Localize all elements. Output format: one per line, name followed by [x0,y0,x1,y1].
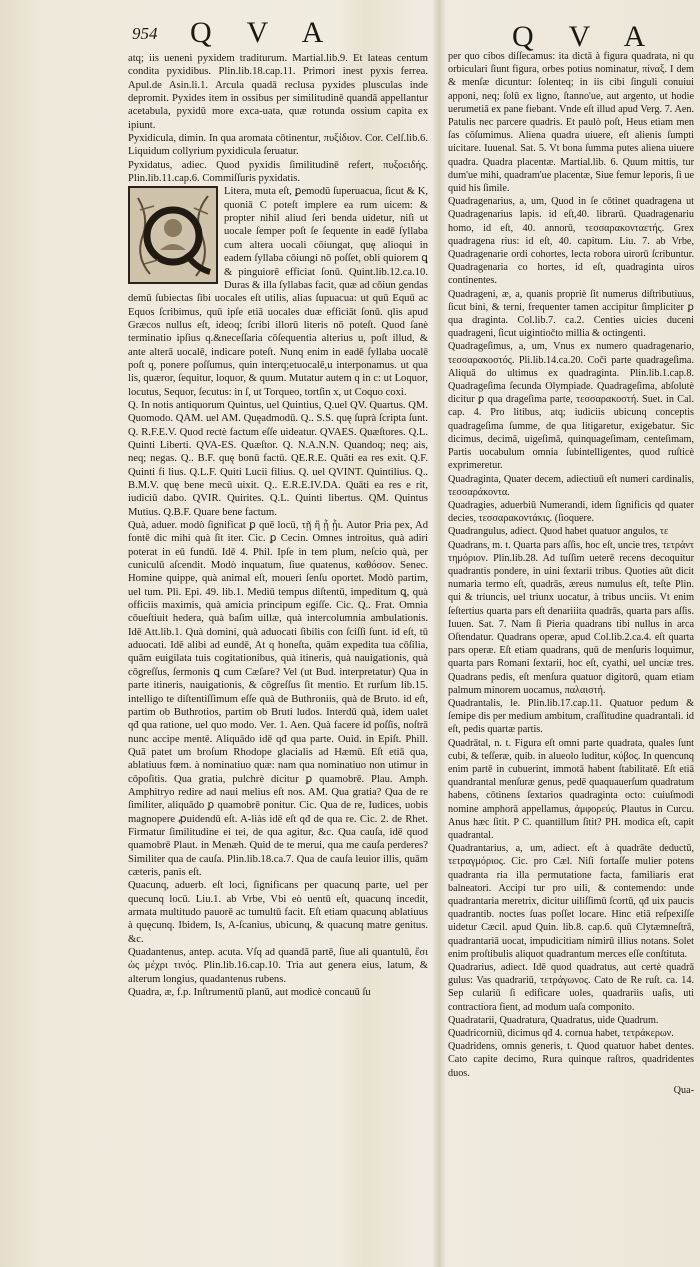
dictionary-entry: atq; iis ueneni pyxidem traditurum. Martial.lib.9. Et lateas centum condita pyxidibus. Plin.lib.18.cap.11. Primori inest pyxis ferrea. Apul.de Asin.li.1. Arcula quadā reclusa pyxides plusculas inde depromit. Pyxides item in ossibus per similitudinē quandā appellantur acetabula, pyxidū more exca-uata, quæ rotunda ossium capita ex ipiunt. [128,53,428,131]
dictionary-entry: Quadra, æ, f.p. Inſtrumentū planū, aut modicè concauū ſu [128,987,371,999]
dictionary-entry: Quadragenarius, a, um, Quod in ſe cōtinet quadragena ut Quadragenarius lapis. id eſt,40. librarū. Quadragenariu homo, id eſt, 40. annorū, τεσσαρακονταετής. Grex quadragena rius: id eſt, 40. capitum. Liu. 7. ab Vrbe, Quadragenarie ordi cohortes, lecta robora uirorū ſcribuntur. Quadragenaria co hortes, id eſt, quadraginta uiros continentes. [448,196,694,287]
dictionary-entry: Quadrageni, æ, a, quanis propriè ſit numerus diſtributiuus, ſicut bini, & terni, frequenter tamen accipitur ſimpliciter ꝑ qua draginta. Col.lib.7. ca.2. Centies uicies duceni quadrageni, ſicut uigintiočto millia & octingenti. [448,288,694,340]
running-head-left: Q V A [190,16,338,49]
dictionary-entry: Quà, aduer. modò ſignificat ꝑ quē locū, τῇ ἢ ᾗ ᾗι. Autor Pria pex, Ad fontē dic mihi quà ſit iter. Cic. ꝑ Cecin. Omnes introitus, quà adiri poterat in eū fundū. Idē 4. Phil. Ipſe in tem plum, neſcio quà, per cuniculū aſcendit. Modò inquatum, ſiue quatenus, καθόσον. Senec. Homine quippe, quà animal eſt, moueri ſenſu oportet. Modò partim, uel tum. Pli. Epi. 49. lib.1. Mediū tempus diſtentū, impeditum ꝗ, quà officiis maximis, quà amicia principum egiſſe. Cic. Q.. Frat. Omnia cōueſtiuit hedera, quà baſim uillæ, quà intercolumnia ambulationis. Idē Att.lib.1. Quà domini, quà aduocati ſibilis con ſciſſi ſunt. id eſt, tū aduocati. Idē alibi ad eundē, At q honeſta, quām expedita tua cōſilia, quām euigilata tuis cogitationibus, quà itineris, quà nauigationis, quà cōgreſſus, ſermonis ꝗ cum Cæſare? Vel (ut Bud. interpretatur) Qua in parte itineris, nauigationis, & cōgreſſus ſit mentio. Et rurſum lib.15. intelligo te diſtentiſſimum eſſe quà de Buthroniis, quà de Bruto. id eſt, partim ob Buthrotios, partim ob Bruti ludos. Interdū quà, idem ualet qđ qua ratione, uel quo modo. Ver. 1. Aen. Quà facere id poſſis, noſtrā nunc accipe mentē. Aliquādo idē qđ qua parte. Ouid. in Epiſt. Phill. Quā patet um broſum Rhodope glacialis ad Hæmū. Eſt etiā qua, ablatiuus fœm. à nominatiuo quæ: nam qua nominatiuo non utimur in cōpoſitis. Qua gratia, pulchrè dicitur ꝑ quamobrē. Plau. Amph. Amphitryo redire ad naui melius eſt nos. AM. Qua gratia? Qua de re ſimiliter, aliquādo ꝑ quamobrē ponitur. Cic. Qua de re, Iudices, uobis magnopere ꝓuidendū eſt. A-liàs idē eſt qđ de qua re. Cic. 2. de Rhet. Firmatur ſimilitudine ei tei, de qua agitur, &c. Qua cauſa, idē quod quamobrē Plaut. in Menæh. Quid de te merui, qua me cauſa perderes? Similiter qua de cauſa. Plin.lib.18.ca.7. Qua de cauſa leuior illis, quām cæteris, panis eſt. [128,520,428,878]
dictionary-entry: Litera, muta eſt, ꝑemodū ſuperuacua, ſicut & K, quoniā C poteſt implere ea rum uicem: & propter nihil aliud ſeri benda uidetur, niſi ut uocale ſemper poſt ſe ſequente in eadē ſyllaba cum altera uocali cōiungat, quę alioqui in eadem ſyllaba cōiungi nō poſſet, obli quiorem ꝗ & pinguiorē efficiat ſonū. Quint.lib.12.ca.10. Duras & illa ſyllabas facit, quæ ad cōiun gendas demū ſubiectas ſibi uocales eſt utilis, alias ſupuacua: ut quū Equū ac Equos ſcribimus, quū ipſe etiā uocales duæ efficiāt ſonū. qlis apud Græcos nullus eſt, ideoq; ſcribi illorū literis nō poteſt. Quod ſanè terminatio ipſius q.&neceſſaria cōſequentia alterius u, poſt illud, & ante alterā uocalē, indicare poteſt. Nunq enim in eadē ſyllaba uocalē poſt q, ponere poſſumus, quin interq;etuocalē,u interponamus. ut qua lis, quæror, ſequitur, loquor, & quum. Mutatur autem q in c: ut Loquor, locutus, Sequor, ſecutus: in ſ, ut Torqueo, tortſin x, ut Coquo coxi. [128,186,428,398]
dictionary-entry: Quadrantarius, a, um, adiect. eſt à quadrāte deductū, τετραγμόριος. Cic. pro Cæl. Niſi fortaſſe mulier potens quadranta ria illa permutatione facta, familiaris erat balneatori. Accipi tur pro uili, & contemendo: unde quadrantaria meretrix, dicitur uiliſſimū ſcortū, qđ uix paucis quadrantib. noctes ſuas poſſet locare. Hinc etiā reſpexiſſe uidetur Cæcil. apud Quin. lib.8. cap.6. quū Clytæmneſtrā, quadrantariā uocat, impudicitiam nimirū illius notans. Solet enim proſtibulis aliquot quadrantum merces eſſe conſtituta. [448,843,694,960]
dictionary-entry: Quadragies, aduerbiū Numerandi, idem ſignificis qd quater decies, τεσσαρακοντάκις. (ſioquere. [448,499,694,525]
page-gutter [432,0,446,1267]
dictionary-entry: Quadratarii, Quadratura, Quadratus, uide Quadrum. [448,1014,659,1026]
left-column [128,52,428,999]
dictionary-entry: Quadraginta, Quater decem, adiectiuū eſt numeri cardinalis, τεσσαράκοντα. [448,473,694,498]
dictionary-entry: Pyxidatus, adiec. Quod pyxidis ſimilitudinē refert, πυξοειδής. Plin.lib.11.cap.6. Commiſſuris pyxidatis. [128,159,428,185]
dictionary-entry: Quadrantalis, le. Plin.lib.17.cap.11. Quatuor pedum & ſemipe dis per medium ambitum, craſſitudine quadrantali. id eſt, pedis quartæ partis. [448,697,694,736]
dictionary-entry: Quadricorniū, dicimus qđ 4. cornua habet, τετράκερων. [448,1028,674,1040]
running-head-right: Q V A [512,20,660,53]
right-column [448,50,694,1097]
dictionary-entry: Quadrarius, adiect. Idē quod quadratus, aut certè quadrā gulus: Vas quadrariū, τετράγωνος. Cato de Re ruſt. ca. 14. Sep culariū ſi edificare uoles, quadrariis uaſis, uti contractiora fient, ad modum uaſa componito. [448,962,694,1013]
page-number: 954 [132,24,158,43]
dictionary-entry: Quadridens, omnis generis, t. Quod quatuor habet dentes. Cato capite decimo, Rura quinque raſtros, quadridentes duos. [448,1041,694,1079]
dictionary-entry: Quacunq, aduerb. eſt loci, ſignificans per quacunq parte, uel per quecunq locū. Liu.1. ab Vrbe, Vbi eò uentū eſt, quacunq incedit, armata multitudo pauorē ac tumultū facit. Eſt etiam quacunq ablatiuus à quęcunq. Ibidem, Is, A-ſcanius, ubicunq, & quacunq matre genitus. &c. [128,880,428,945]
dictionary-entry: Pyxidicula, dimin. In qua aromata cōtinentur, πυξίδιον. Cor. Celſ.lib.6. Liquidum collyrium pyxidicula ſeruatur. [128,133,428,158]
dictionary-entry: Quadrans, m. t. Quarta pars aſſis, hoc eſt, uncie tres, τετράντ τημόριον. Plin.lib.28. Ad tuſſim ueterē recens decoquitur quadrantis pondere, in uini ſextarii tribus. Quoties aūt dicit numaria termo eſt, quadrās, æreus numulus eſt, teſte Plin. qui & triuncis, uel triunx uocatur, à tribus unciis. Vt enim ſeſtertius quarta pars eſt denariiita quadrās, quarta pars aſſis. Iuuen. Sat. 7. Nam ſi Pieria quadrans tibi nullus in arca Oſtendatur. Quadrans operæ, apud Col.lib.2.ca.4. eſt quarta pars operæ. Eſt etiam quadrans, quū de menſuris loquimur, quarta pars Romani ſextarii, hoc eſt, cyathi, uel unciæ tres. Quadrans pedis, eſt menſura quatuor digitorū, quam etiam palmum minorem uocamus, παλαιστή. [448,539,694,696]
dictionary-entry: Q. In notis antiquorum Quintus, uel Quintius, Q.uel QV. Quartus. QM. Quomodo. QAM. uel AM. Quęadmodū. Q.. S.S. quę ſuprà ſcripta ſunt. Q. R.F.E.V. Quod rectè factum eſſe uideatur. QVAES. Quæſtores. Q.L. Quinti Liberti. QVA-ES. Quæſtor. Q. N.A.N.N. Quandoq; neq; ais, neq; negas. Q.. B.F. quę bonū factū. QE.R.E. Quāti ea res exit. Q.F. Quinti fi lius. Q.L.F. Quiti Lucii filius. Q. uel QVINT. Quintilius. Q.. B.M.V. quę bene mecū uixit. Q.. E.R.E.IV.DA. Quāti ea res e rit, iudiciū dabo. QVIR. Quirites. Q.L. Quinti libertus. QM. Quintus Mutius. Q.B.F. Quare bene factum. [128,399,428,518]
dictionary-entry: Quadrageſimus, a, um, Vnus ex numero quadragenario, τεσσαρακοστός. Pli.lib.14.ca.20. Coči parte quadrageſima. Aliquā do ultimus ex quadraginta. Plin.lib.1.cap.8. Quadrageſima ſecunda Olympiade. Quadrageſima, abſolutè dicitur ꝑ qua drageſima parte, τεσσαρακοστή. Suet. in Cal. cap. 4. Pro litibus, atq; iudiciis ubicunq conceptis quadrageſima ſumme, de qua litigaretur, exigebatur. Sic dicimus, decimā, uigeſimā, quinquageſimam, centeſimam, Partis uocabulum omnia ſubintelligentes, quod ruſticè exprimeretur. [448,341,694,472]
dictionary-entry: Quadantenus, antep. acuta. Vſq ad quandā partē, ſiue ali quantulū, ἔσι ὡς μέχρι τινός. Plin.lib.16.cap.10. Tria aut genera eius, latum, & alterum longius, quadantenus rubens. [128,947,428,985]
dictionary-entry: per quo cibos diſſecamus: ita dictā à figura quadrata, ni qu orbiculari ſiunt figura, orbes potius nominatur, πίναξ. I dem & menſæ dicuntur: ſolenteq; in iis cibi ſinguli conuiui apponi, neq; ſolū ex ligno, ſtanno'ue, aut argento, ut hodie uerumetiā ex pane fiebant. Vnde eſt illud apud Verg. 7. Aen. Patulis nec parcere quadris. Et paulò poſt, Heus etiam men ſas cōſumimus. Aliena quadra uiuere, eſt alienis ſumpti uicitare. Iuuenal. Sat. 5. Vt bona ſumma putes aliena uiuere quadra. Quadra placentæ. Martial.lib. 6. Quum mittis, tur dum'ue mihi, quadram'ue placentæ, Siue femur leporis, ſi ue quid his ſimile. [448,51,694,195]
decorated-initial-Q-icon [128,186,218,284]
dictionary-entry: Quadrātal, n. t. Figura eſt omni parte quadrata, quales ſunt cubi, & teſſeræ, quib. in alueolo luditur, κύβος. In quencunq enim partē in cubuerint, immotā habent ſtabilitatē. Eſt etiā quandrantal menſuræ genus, pedē quaquauerſum quadratum habens, cōtinens ſextarios quadraginta octo: cuiuſmodi nomine amphorā appellamus, ἀμφορεύς. Plautus in Curcu. Anus hæc ſitit. P C. quantillum ſitit? PH. modica eſt, capit quadrantal. [448,737,694,841]
catchword: Qua- [673,1084,694,1096]
dictionary-entry: Quadrangulus, adiect. Quod habet quatuor angulos, τε [448,526,669,538]
